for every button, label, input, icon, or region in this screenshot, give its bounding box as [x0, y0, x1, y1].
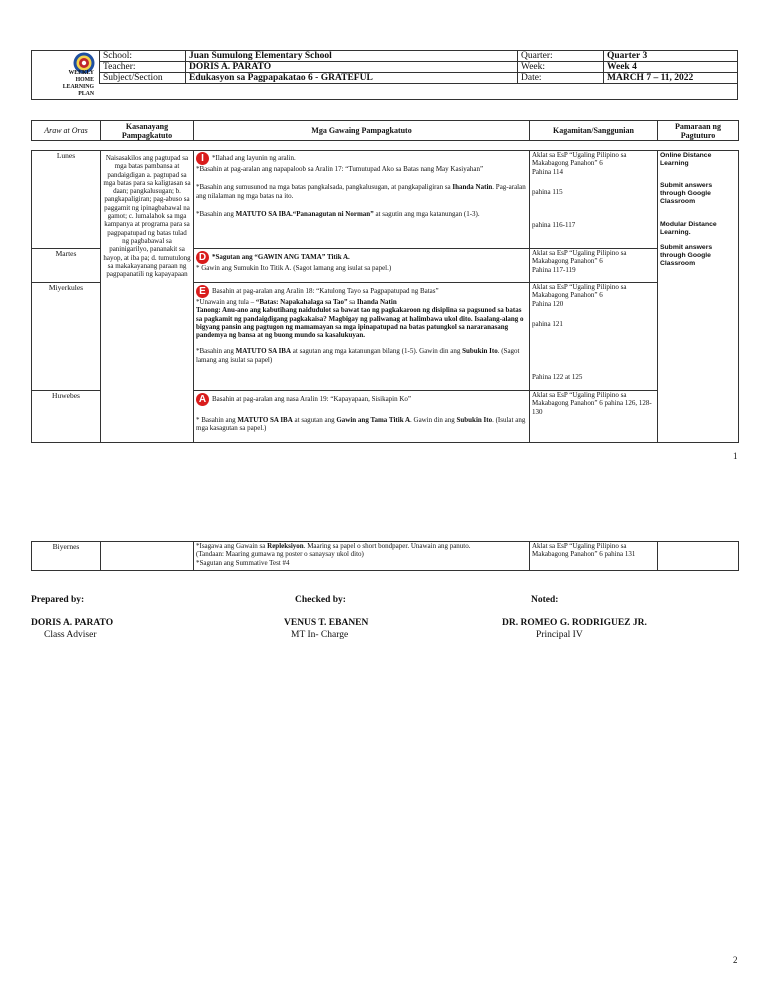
week-value: Week 4 — [604, 62, 738, 73]
lunes-a4-post: at sagutin ang mga katanungan (1-3). — [373, 209, 480, 218]
teacher-value: DORIS A. PARATO — [186, 62, 518, 73]
method-3: Modular Distance Learning. — [660, 221, 717, 236]
date-label: Date: — [518, 73, 604, 84]
miyerkules-a2-bold2: Ihanda Natin — [356, 298, 397, 306]
lunes-a1: *Ilahad ang layunin ng aralin. — [212, 154, 296, 163]
huwebes-a2-b2: Gawin ang Tama Titik A — [336, 416, 411, 424]
huwebes-a2-b3: Subukin Ito — [456, 416, 493, 424]
miyerkules-a3: Tanong: Anu-ano ang kabutihang naidudulot sa bawat tao ng pagkakaroon ng disiplina sa pagsunod sa batas sa pagkamit ng pandaigdigang pagkakaisa? Magbigay ng paliwanag at halimbawa ukol dito. Isaalang-alang o bigyang pansin ang pagtugon ng mamamayan sa mga ipinapatupad na batas patungkol sa nararanasang pandemya ng bansa at ng buong mundo sa kasalukuyan. — [196, 306, 524, 340]
biyernes-a2: (Tandaan: Maaring gumawa ng poster o sanaysay ukol dito) — [196, 550, 364, 559]
method-2: Submit answers through Google Classroom — [660, 182, 713, 205]
logo-line-1: WEEKLY — [68, 70, 94, 76]
miyerkules-a4-bold: MATUTO SA IBA — [235, 347, 292, 356]
miyerkules-a2 — [196, 298, 527, 306]
col-header-method: Pamaraan ng Pagtuturo — [658, 121, 739, 141]
logo-caption — [36, 70, 94, 98]
martes-m1: Aklat sa EsP “Ugaling Pilipino sa Makabagong Panahon” 6 — [532, 249, 627, 266]
subject-value: Edukasyon sa Pagpapakatao 6 - GRATEFUL — [186, 73, 518, 84]
miyerkules-a2-pre: *Unawain ang tula – — [196, 298, 256, 306]
friday-table — [31, 541, 739, 571]
miyerkules-a1: Basahin at pag-aralan ang Aralin 18: “Katulong Tayo sa Pagpapatupad ng Batas” — [212, 287, 439, 296]
noted-name: DR. ROMEO G. RODRIGUEZ JR. — [502, 618, 647, 628]
badge-icon-e: E — [196, 285, 209, 298]
biyernes-competency — [101, 542, 194, 571]
method-1: Online Distance Learning — [660, 152, 712, 167]
lunes-a3-pre: *Basahin ang sumusunod na mga batas pangkalsada, pangkalusugan, at pangkapaligiran sa — [196, 183, 453, 192]
day-biyernes: Biyernes — [32, 542, 101, 571]
lunes-a4-pre: *Basahin ang — [196, 209, 236, 218]
lunes-m4: pahina 116-117 — [532, 221, 576, 230]
lunes-a4 — [196, 210, 527, 218]
logo-line-3: LEARNING — [62, 84, 94, 90]
activities-huwebes — [194, 391, 530, 443]
huwebes-a2-post: . (Isulat ang mga kasagutan sa papel.) — [196, 416, 526, 433]
lunes-m2: Pahina 114 — [532, 167, 564, 176]
col-header-day: Araw at Oras — [32, 121, 101, 141]
materials-huwebes — [530, 391, 658, 443]
lunes-a3-bold: Ihanda Natin — [452, 183, 493, 192]
subject-label: Subject/Section — [100, 73, 186, 84]
miyerkules-m2: Pahina 120 — [532, 299, 564, 308]
biyernes-a3: *Sagutan ang Summative Test #4 — [196, 558, 290, 567]
method-cell — [658, 151, 739, 443]
page-number-2: 2 — [733, 955, 738, 965]
martes-a2: * Gawin ang Sumukin Ito Titik A. (Sagot lamang ang isulat sa papel.) — [196, 264, 392, 272]
page-number-1: 1 — [733, 451, 738, 461]
school-label: School: — [100, 51, 186, 62]
quarter-value: Quarter 3 — [604, 51, 738, 62]
huwebes-a2-m1: at sagutan ang — [292, 416, 337, 424]
teacher-label: Teacher: — [100, 62, 186, 73]
date-value: MARCH 7 – 11, 2022 — [604, 73, 738, 84]
activities-martes — [194, 249, 530, 283]
miyerkules-a4-pre: *Basahin ang — [196, 347, 236, 356]
materials-biyernes: Aklat sa EsP “Ugaling Pilipino sa Makabagong Panahon” 6 pahina 131 — [530, 542, 658, 571]
badge-icon-d: D — [196, 251, 209, 264]
week-label: Week: — [518, 62, 604, 73]
checked-label: Checked by: — [295, 595, 346, 605]
martes-a1: *Sagutan ang “GAWIN ANG TAMA” Titik A. — [212, 253, 350, 262]
logo-line-4: PLAN — [78, 91, 94, 97]
martes-m2: Pahina 117-119 — [532, 265, 576, 274]
competency-cell: Naisasakilos ang pagtupad sa mga batas pambansa at pandaigdigan a. pagtupad sa mga batas para sa kaligtasan sa daan; pangkalusugan; b. pangkapaligiran; pag-abuso sa paggamit ng ipinagbabawal na gamot; c. lumalahok sa mga kampanya at programa para sa pagpapatupad ng batas tulad ng pagbabawal sa paninigarilyo, pananakit sa hayop, at iba pa; d. tumutulong sa makakayanang paraan ng pagpapanatili ng kapayapaan — [101, 151, 194, 443]
activities-biyernes — [194, 542, 530, 571]
noted-label: Noted: — [531, 595, 559, 605]
lunes-m3: pahina 115 — [532, 187, 563, 196]
badge-icon-a: A — [196, 393, 209, 406]
header-info-table — [99, 50, 738, 100]
col-header-competency: Kasanayang Pampagkatuto — [101, 121, 194, 141]
checked-title: MT In- Charge — [291, 630, 349, 640]
prepared-title: Class Adviser — [44, 630, 97, 640]
miyerkules-a4-bold2: Subukin Ito — [462, 347, 498, 356]
huwebes-a2 — [196, 416, 527, 433]
lunes-a3-post: . Pag-aralan ang nilalaman ng mga batas na ito. — [196, 183, 526, 200]
quarter-label: Quarter: — [518, 51, 604, 62]
huwebes-m1: Aklat sa EsP “Ugaling Pilipino sa Makabagong Panahon” 6 pahina 126, 128-130 — [532, 391, 652, 416]
lunes-a3 — [196, 183, 527, 200]
materials-martes — [530, 249, 658, 283]
lunes-a2: *Basahin at pag-aralan ang napapaloob sa Aralin 17: “Tumutupad Ako sa Batas nang May Kasiyahan” — [196, 165, 484, 173]
materials-miyerkules — [530, 283, 658, 391]
col-header-activities: Mga Gawaing Pampagkatuto — [194, 121, 530, 141]
biyernes-a1 — [196, 542, 527, 550]
main-plan-table — [31, 120, 739, 443]
miyerkules-a2-bold: “Batas: Napakahalaga sa Tao” — [255, 298, 348, 306]
lunes-a4-bold: MATUTO SA IBA.“Pananagutan ni Norman” — [235, 209, 374, 218]
checked-name: VENUS T. EBANEN — [284, 618, 369, 628]
huwebes-a2-b1: MATUTO SA IBA — [237, 416, 293, 424]
miyerkules-a4-mid: at sagutan ang mga katanungan bilang (1-5). Gawin din ang — [291, 347, 463, 356]
materials-lunes — [530, 151, 658, 249]
badge-icon-i: I — [196, 152, 209, 165]
prepared-name: DORIS A. PARATO — [31, 618, 114, 628]
day-martes: Martes — [32, 249, 101, 283]
huwebes-a2-pre: * Basahin ang — [196, 416, 238, 424]
biyernes-a1-pre: *Isagawa ang Gawain sa — [196, 542, 268, 550]
day-miyerkules: Miyerkules — [32, 283, 101, 391]
biyernes-a1-post: . Maaring sa papel o short bondpaper. Unawain ang panuto. — [303, 542, 471, 550]
miyerkules-m3: pahina 121 — [532, 319, 563, 328]
biyernes-method — [658, 542, 739, 571]
activities-miyerkules — [194, 283, 530, 391]
miyerkules-a4 — [196, 347, 527, 364]
prepared-label: Prepared by: — [31, 595, 85, 605]
activities-lunes — [194, 151, 530, 249]
biyernes-a1-bold: Repleksiyon — [267, 542, 304, 550]
miyerkules-m1: Aklat sa EsP “Ugaling Pilipino sa Makabagong Panahon” 6 — [532, 283, 627, 300]
logo-line-2: HOME — [75, 77, 94, 83]
miyerkules-a4-post: . (Sagot lamang ang isulat sa papel) — [196, 347, 520, 364]
noted-title: Principal IV — [536, 630, 583, 640]
miyerkules-a2-mid: sa — [347, 298, 357, 306]
day-huwebes: Huwebes — [32, 391, 101, 443]
col-header-materials: Kagamitan/Sanggunian — [530, 121, 658, 141]
huwebes-a2-m2: . Gawin din ang — [410, 416, 457, 424]
method-4: Submit answers through Google Classroom — [660, 244, 713, 267]
day-lunes: Lunes — [32, 151, 101, 249]
school-value: Juan Sumulong Elementary School — [186, 51, 518, 62]
miyerkules-m4: Pahina 122 at 125 — [532, 373, 583, 382]
huwebes-a1: Basahin at pag-aralan ang nasa Aralin 19: “Kapayapaan, Sisikapin Ko” — [212, 395, 412, 404]
lunes-m1: Aklat sa EsP “Ugaling Pilipino sa Makabagong Panahon” 6 — [532, 151, 627, 168]
